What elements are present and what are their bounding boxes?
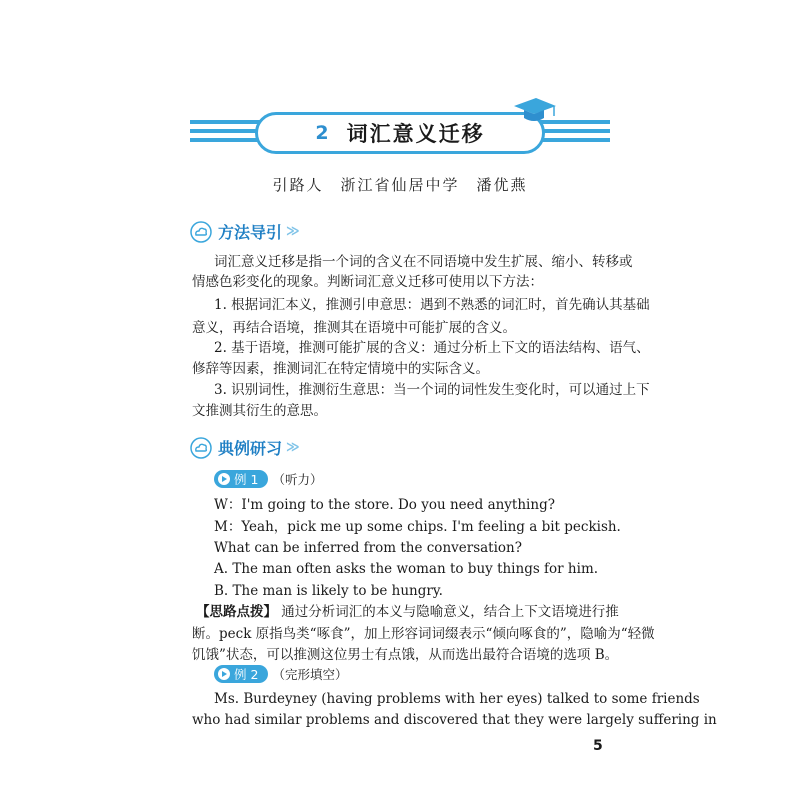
example-2-label: 例 2 [234,667,259,682]
method-line-6: 修辞等因素，推测词汇在特定情境中的实际含义。 [192,361,489,377]
chapter-number: 2 [315,122,329,144]
guide-line: 引路人 浙江省仙居中学 潘优燕 [272,176,528,194]
hint-text-1: 通过分析词汇的本义与隐喻意义，结合上下文语境进行推 [277,604,619,620]
example-2-line-1: Ms. Burdeyney (having problems with her eyes) talked to some friends [214,691,700,707]
page-number: 5 [593,738,603,754]
example-2-header [214,665,347,683]
example-1-m-line: M：Yeah，pick me up some chips. I'm feeling a bit peckish. [214,519,621,535]
example-1-note: （听力） [272,472,323,487]
method-line-2: 情感色彩变化的现象。判断词汇意义迁移可使用以下方法： [192,274,543,290]
chapter-title [255,112,545,154]
method-line-8: 文推测其衍生的意思。 [192,403,327,419]
play-icon [218,473,230,485]
example-1-question: What can be inferred from the conversation? [214,540,522,556]
example-1-option-a: A. The man often asks the woman to buy things for him. [214,561,599,577]
example-2-note: （完形填空） [272,667,348,682]
method-line-5: 2. 基于语境，推测可能扩展的含义：通过分析上下文的语法结构、语气、 [214,340,650,356]
section-examples-arrows: ≫ [286,440,300,455]
section-examples [190,436,300,459]
cloud-icon [190,437,212,459]
example-1-w-line: W：I'm going to the store. Do you need anything? [214,497,555,513]
example-1-header [214,470,322,488]
method-line-4: 意义，再结合语境，推测其在语境中可能扩展的含义。 [192,320,516,336]
section-method-arrows: ≫ [286,224,300,239]
example-2-line-2: who had similar problems and discovered that they were largely suffering in [192,712,717,728]
example-1-option-b: B. The man is likely to be hungry. [214,583,443,599]
example-1-hint-line-3: 饥饿”状态，可以推测这位男士有点饿，从而选出最符合语境的选项 B。 [192,647,619,663]
hint-label: 【思路点拨】 [196,604,277,620]
example-1-pill [214,470,268,488]
play-icon [218,668,230,680]
chapter-title-text: 词汇意义迁移 [346,122,485,146]
example-2-pill [214,665,268,683]
section-examples-label: 典例研习 [218,439,283,458]
method-line-1: 词汇意义迁移是指一个词的含义在不同语境中发生扩展、缩小、转移或 [214,254,633,270]
title-stripes-left [190,120,260,142]
method-line-7: 3. 识别词性，推测衍生意思：当一个词的词性发生变化时，可以通过上下 [214,382,650,398]
graduation-cap-icon [510,96,558,126]
method-line-3: 1. 根据词汇本义，推测引申意思：遇到不熟悉的词汇时，首先确认其基础 [214,297,650,313]
section-method-label: 方法导引 [218,223,283,242]
example-1-label: 例 1 [234,472,259,487]
section-method [190,220,300,243]
cloud-icon [190,221,212,243]
example-1-hint-line-2: 断。peck 原指鸟类“啄食”，加上形容词词缀表示“倾向啄食的”，隐喻为“轻微 [192,626,655,642]
